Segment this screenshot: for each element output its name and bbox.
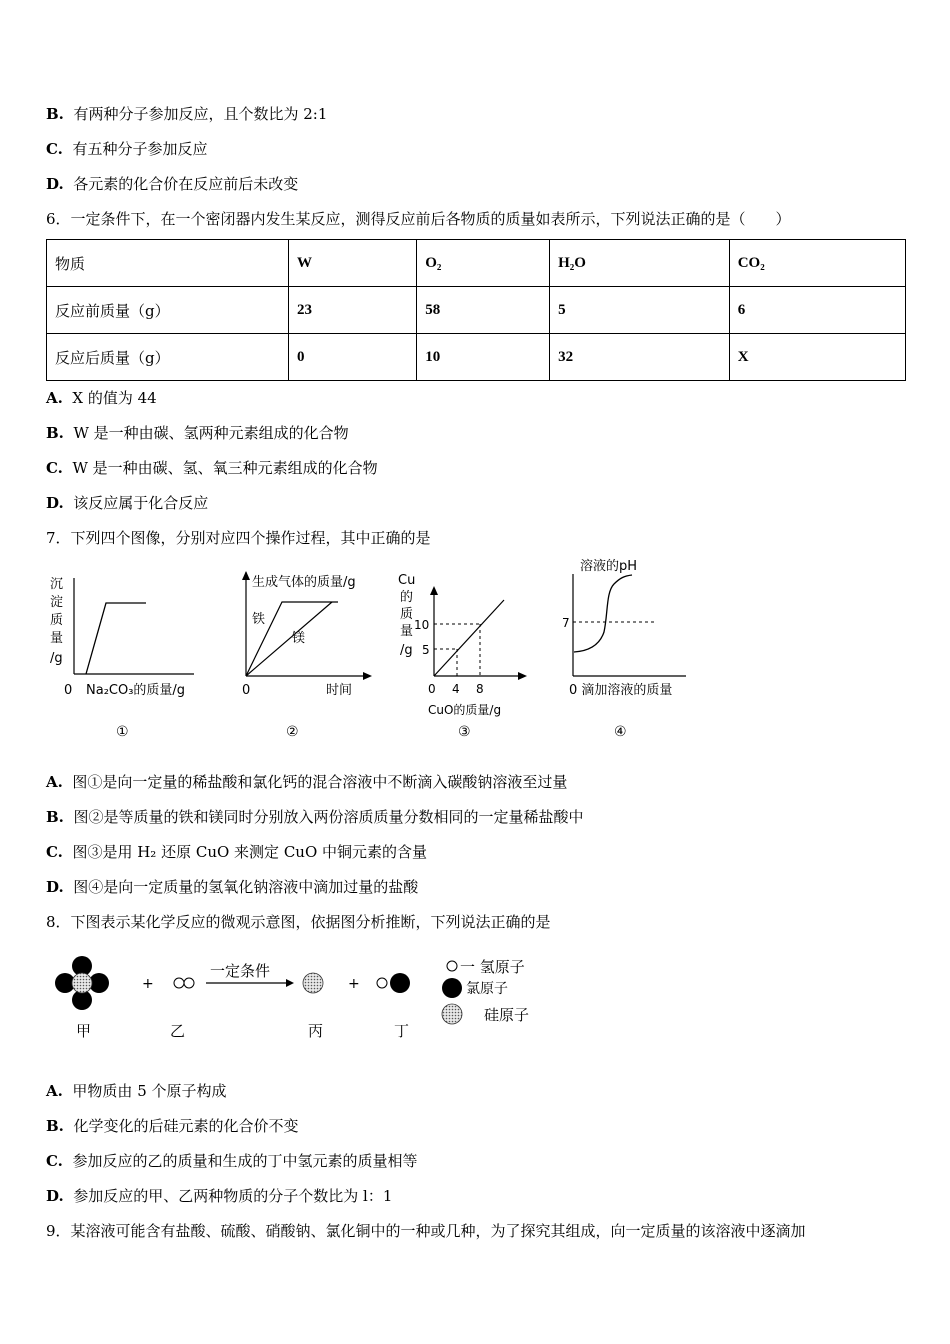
graph1-ylabel: 淀 xyxy=(50,595,64,610)
plus-sign: + xyxy=(142,976,154,992)
table-cell: 10 xyxy=(417,334,550,381)
graph3-xlabel: CuO的质量/g xyxy=(428,703,502,717)
molecule-bing xyxy=(303,973,323,993)
graph1-curve xyxy=(86,603,146,674)
graph2-label-mg: 镁 xyxy=(292,631,306,646)
legend-hydrogen-icon xyxy=(447,961,457,971)
q8-stem: 8．下图表示某化学反应的微观示意图，依据图分析推断，下列说法正确的是 xyxy=(46,913,551,931)
q6-stem: 6．一定条件下，在一个密闭器内发生某反应，测得反应前后各物质的质量如表所示，下列说法正确的是（ ） xyxy=(46,210,791,228)
table-cell: 反应前质量（g） xyxy=(47,287,289,334)
q6-option-b: B. W 是一种由碳、氢两种元素组成的化合物 xyxy=(46,424,349,442)
legend-hydrogen: 一 氢原子 xyxy=(460,958,525,976)
graph2-label-fe: 铁 xyxy=(252,612,266,627)
graph1-xlabel: Na₂CO₃的质量/g xyxy=(86,683,186,698)
graph3-caption: ③ xyxy=(458,724,471,740)
table-cell: 58 xyxy=(417,287,550,334)
legend-silicon-icon xyxy=(442,1004,462,1024)
graph-4 xyxy=(556,552,706,748)
q6-mass-table xyxy=(46,239,906,381)
q6-option-d: D. 该反应属于化合反应 xyxy=(46,494,209,512)
label-yi: 乙 xyxy=(170,1022,186,1040)
arrow-icon xyxy=(242,571,250,580)
graph3-ytick: 10 xyxy=(414,618,430,632)
graph2-ylabel: 生成气体的质量/g xyxy=(252,575,356,590)
arrow-icon xyxy=(518,672,527,680)
q8-option-b: B. 化学变化的后硅元素的化合价不变 xyxy=(46,1117,299,1135)
graph3-xtick: 0 xyxy=(428,682,436,696)
table-cell: 32 xyxy=(550,334,730,381)
reaction-diagram xyxy=(46,948,566,1048)
label-ding: 丁 xyxy=(394,1022,410,1040)
q9-stem: 9．某溶液可能含有盐酸、硫酸、硝酸钠、氯化铜中的一种或几种，为了探究其组成，向一定质量的该溶液中逐滴加 xyxy=(46,1222,806,1240)
q5-option-d: D. 各元素的化合价在反应前后未改变 xyxy=(46,175,299,193)
table-cell: 5 xyxy=(550,287,730,334)
table-row xyxy=(47,287,906,334)
table-cell: 反应后质量（g） xyxy=(47,334,289,381)
table-cell: W xyxy=(289,240,417,287)
table-cell: 23 xyxy=(289,287,417,334)
table-cell: 物质 xyxy=(47,240,289,287)
q7-option-d: D. 图④是向一定质量的氢氧化钠溶液中滴加过量的盐酸 xyxy=(46,878,419,896)
graph4-caption: ④ xyxy=(614,724,627,740)
q7-option-a: A. 图①是向一定量的稀盐酸和氯化钙的混合溶液中不断滴入碳酸钠溶液至过量 xyxy=(46,773,568,791)
table-header-row xyxy=(47,240,906,287)
q8-option-a: A. 甲物质由 5 个原子构成 xyxy=(46,1082,227,1100)
graph3-xtick: 8 xyxy=(476,682,484,696)
graph1-ylabel: 质 xyxy=(50,613,64,628)
graph3-ylabel: 的 xyxy=(400,590,414,605)
graph4-xlabel: 0 滴加溶液的质量 xyxy=(569,683,673,698)
graph1-ylabel: /g xyxy=(50,651,63,666)
graph3-ytick: 5 xyxy=(422,643,430,657)
graph2-xlabel: 时间 xyxy=(326,683,353,698)
molecule-yi xyxy=(174,978,194,988)
reaction-condition: 一定条件 xyxy=(210,962,271,980)
table-cell: H₂O xyxy=(550,240,730,287)
graph4-ylabel: 溶液的pH xyxy=(580,559,638,574)
label-jia: 甲 xyxy=(76,1022,92,1040)
q6-option-c: C. W 是一种由碳、氢、氧三种元素组成的化合物 xyxy=(46,459,378,477)
arrow-icon xyxy=(363,672,372,680)
graph-2 xyxy=(232,568,382,748)
legend-chlorine-icon xyxy=(442,978,462,998)
graph3-ylabel: 质 xyxy=(400,607,414,622)
label-bing: 丙 xyxy=(308,1022,324,1040)
graph3-line xyxy=(434,600,504,676)
graph3-ylabel: /g xyxy=(400,643,413,658)
graph1-origin: 0 xyxy=(64,683,73,698)
q7-option-c: C. 图③是用 H₂ 还原 CuO 来测定 CuO 中铜元素的含量 xyxy=(46,843,428,861)
graph3-xtick: 4 xyxy=(452,682,460,696)
arrow-icon xyxy=(430,586,438,595)
graph4-curve xyxy=(574,575,632,652)
table-cell: 0 xyxy=(289,334,417,381)
graph4-ytick: 7 xyxy=(562,616,570,630)
table-row xyxy=(47,334,906,381)
table-cell: X xyxy=(729,334,905,381)
legend-chlorine: 氯原子 xyxy=(466,981,508,997)
molecule-ding xyxy=(377,973,410,993)
q6-option-a: A. X 的值为 44 xyxy=(46,389,157,407)
legend-silicon: 硅原子 xyxy=(484,1006,530,1024)
graph2-origin: 0 xyxy=(242,683,251,698)
graph1-ylabel: 量 xyxy=(50,631,64,646)
q5-option-c: C. 有五种分子参加反应 xyxy=(46,140,208,158)
graph-1 xyxy=(44,568,204,748)
molecule-jia xyxy=(55,956,109,1010)
graph3-ylabel: Cu xyxy=(398,573,416,588)
q8-option-c: C. 参加反应的乙的质量和生成的丁中氢元素的质量相等 xyxy=(46,1152,418,1170)
table-cell: O₂ xyxy=(417,240,550,287)
graph-3 xyxy=(394,568,539,748)
plus-sign: + xyxy=(348,976,360,992)
table-cell: CO₂ xyxy=(729,240,905,287)
q7-option-b: B. 图②是等质量的铁和镁同时分别放入两份溶质质量分数相同的一定量稀盐酸中 xyxy=(46,808,584,826)
graph1-ylabel: 沉 xyxy=(50,577,64,592)
table-cell: 6 xyxy=(729,287,905,334)
graph1-caption: ① xyxy=(116,724,129,740)
graph3-ylabel: 量 xyxy=(400,624,414,639)
q8-option-d: D. 参加反应的甲、乙两种物质的分子个数比为 l：1 xyxy=(46,1187,393,1205)
q5-option-b: B. 有两种分子参加反应，且个数比为 2:1 xyxy=(46,105,328,123)
arrow-icon xyxy=(286,979,294,987)
q7-stem: 7．下列四个图像，分别对应四个操作过程，其中正确的是 xyxy=(46,529,431,547)
graph2-caption: ② xyxy=(286,724,299,740)
